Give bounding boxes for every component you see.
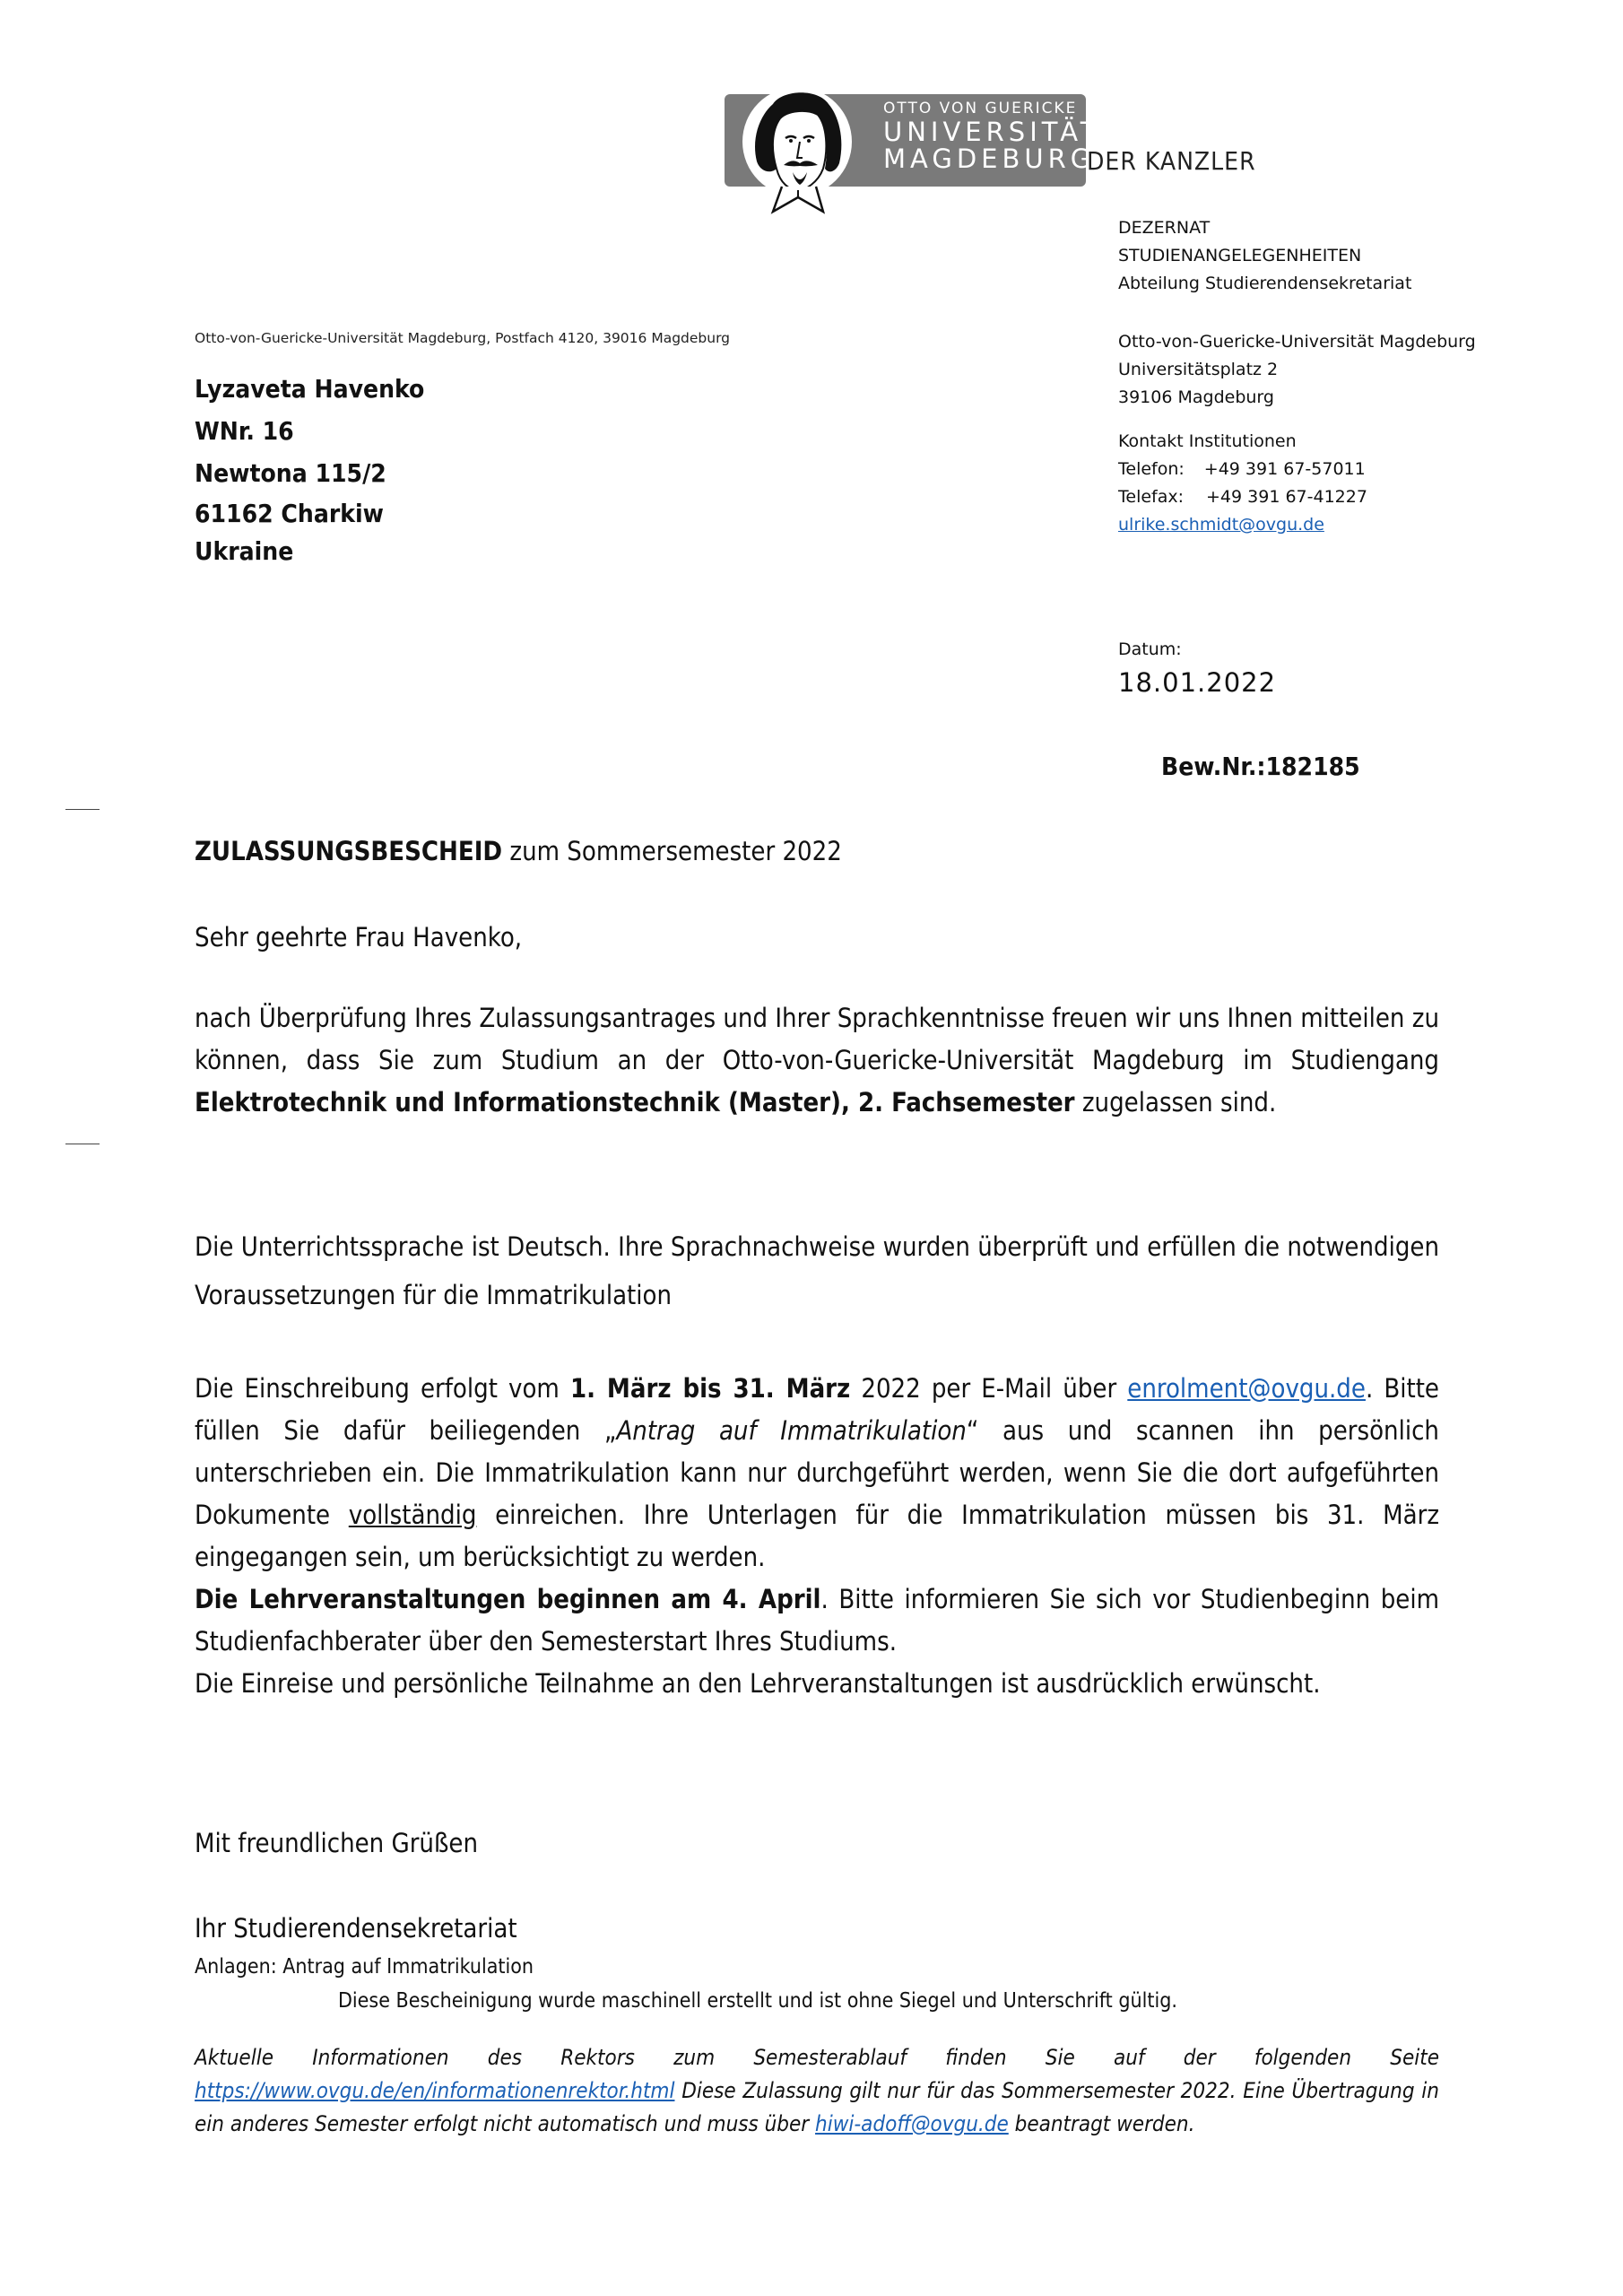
phone-label: Telefon: — [1118, 459, 1185, 479]
dezernat-line-2: STUDIENANGELEGENHEITEN — [1118, 246, 1362, 265]
sender-street: Universitätsplatz 2 — [1118, 360, 1279, 379]
recipient-street: Newtona 115/2 — [195, 458, 386, 488]
sender-address-block — [1118, 328, 1476, 412]
contact-heading: Kontakt Institutionen — [1118, 431, 1297, 451]
study-program: Elektrotechnik und Informationstechnik (Master), 2. Fachsemester — [195, 1087, 1075, 1118]
date-label: Datum: — [1118, 639, 1182, 659]
p1-text-a: nach Überprüfung Ihres Zulassungsantrages und Ihrer Sprachkenntnisse freuen wir uns Ihnen mitteilen zu können, dass Sie zum Studium an der Otto-von-Guericke-Universität Magdeburg im Studiengang — [195, 1003, 1439, 1075]
application-number: Bew.Nr.:182185 — [1161, 752, 1360, 781]
fax-label: Telefax: — [1118, 487, 1185, 507]
fax-number: +49 391 67-41227 — [1206, 487, 1367, 507]
subject-rest: zum Sommersemester 2022 — [502, 836, 842, 866]
p3-text-c: . Bitte füllen Sie dafür beiliegenden „ — [195, 1373, 1439, 1446]
machine-generated-note: Diese Bescheinigung wurde maschinell erstellt und ist ohne Siegel und Unterschrift gültig. — [338, 1989, 1177, 2013]
enrolment-period: 1. März bis 31. März — [569, 1373, 851, 1404]
footer-text-b: Diese Zulassung gilt nur für das Sommersemester 2022. Eine Übertragung in ein anderes Semester erfolgt nicht automatisch und muss über — [195, 2078, 1439, 2136]
contact-email-link[interactable]: ulrike.schmidt@ovgu.de — [1118, 515, 1324, 535]
lecture-start: Die Lehrveranstaltungen beginnen am 4. April — [195, 1584, 821, 1614]
salutation: Sehr geehrte Frau Havenko, — [195, 922, 523, 952]
footer-text-c: beantragt werden. — [1008, 2111, 1195, 2136]
sender-city: 39106 Magdeburg — [1118, 387, 1274, 407]
phone-row — [1118, 456, 1367, 483]
closing: Mit freundlichen Grüßen — [195, 1828, 479, 1858]
form-name: Antrag auf Immatrikulation — [616, 1415, 967, 1446]
return-address-line: Otto-von-Guericke-Universität Magdeburg, Postfach 4120, 39016 Magdeburg — [195, 330, 731, 346]
recipient-country: Ukraine — [195, 536, 294, 566]
recipient-address — [195, 368, 424, 570]
logo-line-2: UNIVERSITÄT — [883, 117, 1101, 147]
otto-von-guericke-portrait-icon — [746, 86, 850, 219]
letter-subject — [195, 836, 842, 866]
rector-info-note — [195, 2041, 1439, 2141]
recipient-city: 61162 Charkiw — [195, 499, 384, 528]
recipient-name: Lyzaveta Havenko — [195, 374, 425, 404]
logo-line-3: MAGDEBURG — [883, 144, 1096, 174]
phone-number: +49 391 67-57011 — [1203, 459, 1366, 479]
p3-text-e: einreichen. Ihre Unterlagen für die Immatrikulation müssen bis 31. März eingegangen sein, um berücksichtigt zu werden. — [195, 1500, 1440, 1572]
sender-contact-block — [1118, 428, 1367, 539]
rector-info-link[interactable]: https://www.ovgu.de/en/informationenrektor.html — [195, 2078, 675, 2103]
hiwi-email-link[interactable]: hiwi-adoff@ovgu.de — [815, 2111, 1009, 2136]
p1-text-b: zugelassen sind. — [1074, 1087, 1277, 1118]
p3-text-b: 2022 per E-Mail über — [850, 1373, 1128, 1404]
recipient-line-2: WNr. 16 — [195, 416, 294, 446]
attachments: Anlagen: Antrag auf Immatrikulation — [195, 1955, 534, 1979]
complete-emphasis: vollständig — [348, 1500, 477, 1530]
p4-text: . Bitte informieren Sie sich vor Studienbeginn beim Studienfachberater über den Semesterstart Ihres Studiums. — [195, 1584, 1439, 1657]
paragraph-attendance: Die Einreise und persönliche Teilnahme an den Lehrveranstaltungen ist ausdrücklich erwünscht. — [195, 1668, 1321, 1699]
sender-institution: Otto-von-Guericke-Universität Magdeburg — [1118, 332, 1476, 352]
paragraph-language: Die Unterrichtssprache ist Deutsch. Ihre Sprachnachweise wurden überprüft und erfüllen die notwendigen Voraussetzungen für die Immatrikulation — [195, 1231, 1439, 1310]
dezernat-line-1: DEZERNAT — [1118, 218, 1211, 238]
paragraph-enrolment — [195, 1368, 1439, 1705]
p3-text-d: “ aus und scannen ihn persönlich unterschrieben ein. Die Immatrikulation kann nur durchgeführt werden, wenn Sie die dort aufgeführten Dokumente — [195, 1415, 1439, 1530]
fax-row — [1118, 483, 1367, 511]
abteilung: Abteilung Studierendensekretariat — [1118, 274, 1412, 293]
fold-mark-top — [65, 809, 100, 810]
subject-bold: ZULASSUNGSBESCHEID — [195, 836, 503, 866]
paragraph-lectures — [195, 1578, 1439, 1663]
enrolment-email-link[interactable]: enrolment@ovgu.de — [1127, 1373, 1366, 1404]
sender-department-block — [1118, 214, 1411, 298]
logo-line-1: OTTO VON GUERICKE — [883, 100, 1078, 117]
date-value: 18.01.2022 — [1118, 667, 1277, 698]
footer-text-a: Aktuelle Informationen des Rektors zum Semesterablauf finden Sie auf der folgenden Seite — [195, 2045, 1439, 2070]
department-head-title: DER KANZLER — [1087, 146, 1256, 176]
paragraph-admission — [195, 997, 1439, 1124]
signature: Ihr Studierendensekretariat — [195, 1913, 517, 1944]
university-logo-text — [883, 99, 1101, 172]
p3-text-a: Die Einschreibung erfolgt vom — [195, 1373, 570, 1404]
